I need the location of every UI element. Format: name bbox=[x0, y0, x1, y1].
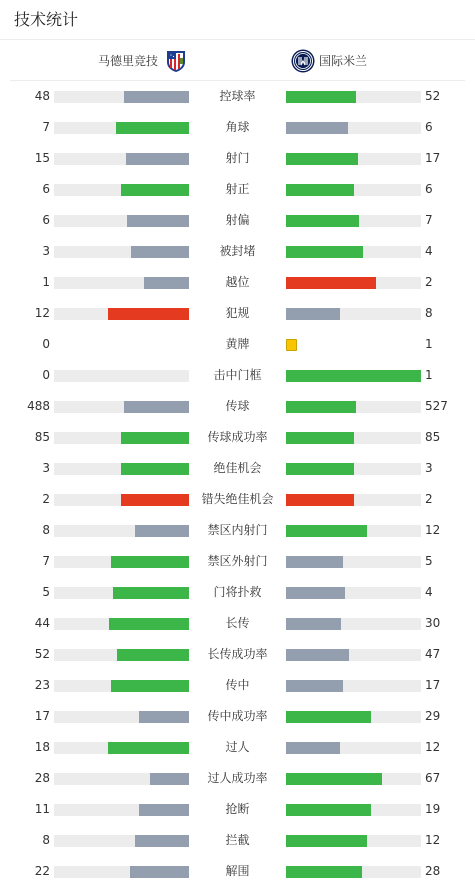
stat-bar-fill bbox=[139, 804, 189, 816]
stat-label: 射偏 bbox=[225, 213, 250, 227]
stat-bar-fill bbox=[116, 122, 189, 134]
home-team[interactable] bbox=[98, 49, 188, 73]
stat-label: 禁区内射门 bbox=[207, 523, 268, 537]
home-stat-bar bbox=[54, 463, 189, 475]
away-stat-bar bbox=[286, 91, 421, 103]
stat-bar-fill bbox=[286, 494, 354, 506]
stat-row bbox=[0, 794, 475, 825]
home-stat-bar bbox=[54, 556, 189, 568]
stat-bar-fill bbox=[121, 184, 189, 196]
away-stat-value: 12 bbox=[425, 740, 441, 754]
stat-label: 门将扑救 bbox=[213, 585, 262, 599]
home-stat-bar bbox=[54, 401, 189, 413]
stat-bar-fill bbox=[121, 463, 189, 475]
home-stat-value: 5 bbox=[42, 585, 50, 599]
away-stat-bar bbox=[286, 215, 421, 227]
stat-row bbox=[0, 546, 475, 577]
stat-bar-fill bbox=[286, 308, 340, 320]
away-stat-bar bbox=[286, 339, 421, 351]
stat-label: 传球 bbox=[225, 399, 250, 413]
stat-bar-fill bbox=[117, 649, 189, 661]
home-stat-value: 1 bbox=[42, 275, 50, 289]
stat-bar-fill bbox=[126, 153, 189, 165]
away-stat-bar bbox=[286, 246, 421, 258]
stat-bar-fill bbox=[286, 804, 371, 816]
stat-bar-fill bbox=[111, 680, 189, 692]
home-stat-value: 0 bbox=[42, 337, 50, 351]
home-stat-value: 7 bbox=[42, 120, 50, 134]
home-team-name: 马德里竞技 bbox=[97, 54, 158, 68]
stat-row bbox=[0, 856, 475, 887]
home-stat-value: 18 bbox=[34, 740, 50, 754]
stat-row bbox=[0, 267, 475, 298]
away-stat-bar bbox=[286, 618, 421, 630]
stat-bar-fill bbox=[286, 122, 348, 134]
home-stat-value: 48 bbox=[34, 89, 50, 103]
away-stat-bar bbox=[286, 122, 421, 134]
home-stat-value: 22 bbox=[34, 864, 50, 878]
stat-bar-fill bbox=[286, 401, 356, 413]
away-team-name: 国际米兰 bbox=[319, 54, 368, 68]
stat-bar-fill bbox=[286, 91, 356, 103]
stat-row bbox=[0, 577, 475, 608]
stat-label: 绝佳机会 bbox=[213, 461, 262, 475]
home-stat-bar bbox=[54, 494, 189, 506]
stat-label: 射正 bbox=[225, 182, 250, 196]
away-stat-bar bbox=[286, 525, 421, 537]
home-stat-value: 8 bbox=[42, 833, 50, 847]
home-stat-value: 15 bbox=[34, 151, 50, 165]
home-stat-value: 6 bbox=[42, 182, 50, 196]
stat-row bbox=[0, 701, 475, 732]
stat-bar-fill bbox=[121, 494, 189, 506]
away-stat-value: 2 bbox=[425, 275, 433, 289]
home-stat-bar bbox=[54, 215, 189, 227]
home-stat-bar bbox=[54, 432, 189, 444]
stat-row bbox=[0, 825, 475, 856]
away-stat-bar bbox=[286, 556, 421, 568]
away-stat-value: 2 bbox=[425, 492, 433, 506]
stat-label: 过人 bbox=[225, 740, 250, 754]
stat-bar-fill bbox=[135, 525, 189, 537]
home-stat-value: 11 bbox=[34, 802, 50, 816]
away-stat-bar bbox=[286, 866, 421, 878]
away-stat-value: 3 bbox=[425, 461, 433, 475]
away-stat-value: 30 bbox=[425, 616, 441, 630]
away-stat-value: 67 bbox=[425, 771, 441, 785]
atletico-madrid-crest-icon bbox=[164, 49, 188, 73]
home-stat-value: 3 bbox=[42, 461, 50, 475]
stat-bar-fill bbox=[109, 618, 189, 630]
away-stat-value: 7 bbox=[425, 213, 433, 227]
stat-label: 越位 bbox=[225, 275, 250, 289]
inter-milan-crest-icon bbox=[291, 49, 315, 73]
stat-bar-fill bbox=[150, 773, 189, 785]
stat-bar-fill bbox=[286, 835, 367, 847]
away-stat-bar bbox=[286, 494, 421, 506]
stat-bar-fill bbox=[127, 215, 189, 227]
away-stat-value: 52 bbox=[425, 89, 441, 103]
stat-bar-fill bbox=[286, 618, 341, 630]
away-stat-value: 85 bbox=[425, 430, 441, 444]
home-stat-bar bbox=[54, 370, 189, 382]
home-stat-value: 6 bbox=[42, 213, 50, 227]
home-stat-bar bbox=[54, 773, 189, 785]
stat-bar-fill bbox=[286, 742, 340, 754]
stat-bar-fill bbox=[113, 587, 189, 599]
stat-bar-fill bbox=[286, 277, 376, 289]
home-stat-bar bbox=[54, 339, 189, 351]
home-stat-value: 3 bbox=[42, 244, 50, 258]
away-stat-value: 6 bbox=[425, 182, 433, 196]
home-stat-bar bbox=[54, 184, 189, 196]
stat-bar-fill bbox=[144, 277, 189, 289]
stat-label: 传中成功率 bbox=[207, 709, 268, 723]
stat-bar-fill bbox=[111, 556, 189, 568]
stat-bar-fill bbox=[135, 835, 189, 847]
stat-label: 传球成功率 bbox=[207, 430, 268, 444]
away-stat-bar bbox=[286, 587, 421, 599]
away-stat-bar bbox=[286, 742, 421, 754]
home-stat-bar bbox=[54, 866, 189, 878]
stat-bar-fill bbox=[286, 711, 371, 723]
stat-label: 被封堵 bbox=[219, 244, 256, 258]
stat-label: 长传 bbox=[225, 616, 250, 630]
away-stat-bar bbox=[286, 835, 421, 847]
away-stat-value: 1 bbox=[425, 368, 433, 382]
home-stat-value: 85 bbox=[34, 430, 50, 444]
away-stat-value: 527 bbox=[425, 399, 448, 413]
home-stat-value: 12 bbox=[34, 306, 50, 320]
home-stat-value: 0 bbox=[42, 368, 50, 382]
home-stat-bar bbox=[54, 153, 189, 165]
stat-bar-fill bbox=[124, 401, 189, 413]
stat-row bbox=[0, 484, 475, 515]
away-stat-bar bbox=[286, 184, 421, 196]
home-stat-value: 28 bbox=[34, 771, 50, 785]
stats-list bbox=[0, 81, 475, 887]
stat-bar-fill bbox=[108, 308, 189, 320]
stat-row bbox=[0, 329, 475, 360]
away-stat-value: 5 bbox=[425, 554, 433, 568]
stats-header bbox=[0, 0, 475, 40]
stat-row bbox=[0, 732, 475, 763]
stat-bar-fill bbox=[286, 556, 343, 568]
home-stat-value: 8 bbox=[42, 523, 50, 537]
away-team[interactable] bbox=[291, 49, 367, 73]
home-stat-bar bbox=[54, 835, 189, 847]
stat-bar-fill bbox=[131, 246, 189, 258]
away-stat-bar bbox=[286, 153, 421, 165]
home-stat-value: 2 bbox=[42, 492, 50, 506]
stat-row bbox=[0, 81, 475, 112]
stat-label: 禁区外射门 bbox=[207, 554, 268, 568]
home-stat-bar bbox=[54, 91, 189, 103]
away-stat-value: 47 bbox=[425, 647, 441, 661]
stat-bar-fill bbox=[286, 463, 354, 475]
stat-bar-fill bbox=[121, 432, 189, 444]
away-stat-value: 12 bbox=[425, 833, 441, 847]
stat-bar-fill bbox=[286, 184, 354, 196]
stat-bar-fill bbox=[286, 525, 367, 537]
away-stat-value: 29 bbox=[425, 709, 441, 723]
stat-label: 传中 bbox=[225, 678, 250, 692]
home-stat-bar bbox=[54, 742, 189, 754]
page-title: 技术统计 bbox=[14, 10, 79, 29]
stat-row bbox=[0, 639, 475, 670]
away-stat-bar bbox=[286, 277, 421, 289]
away-stat-value: 19 bbox=[425, 802, 441, 816]
team-header-row bbox=[10, 41, 465, 81]
away-stat-bar bbox=[286, 432, 421, 444]
stat-label: 抢断 bbox=[225, 802, 250, 816]
home-stat-bar bbox=[54, 649, 189, 661]
stat-row bbox=[0, 236, 475, 267]
stat-label: 解围 bbox=[225, 864, 250, 878]
stat-bar-fill bbox=[286, 153, 358, 165]
stat-bar-fill bbox=[286, 680, 343, 692]
stat-bar-fill bbox=[286, 215, 359, 227]
away-stat-bar bbox=[286, 680, 421, 692]
stat-row bbox=[0, 298, 475, 329]
stat-row bbox=[0, 391, 475, 422]
away-stat-bar bbox=[286, 401, 421, 413]
stat-bar-fill bbox=[286, 432, 354, 444]
stat-label: 拦截 bbox=[225, 833, 250, 847]
away-stat-value: 4 bbox=[425, 585, 433, 599]
stat-bar-fill bbox=[286, 587, 345, 599]
stat-label: 控球率 bbox=[219, 89, 256, 103]
stat-bar-fill bbox=[286, 649, 349, 661]
stat-row bbox=[0, 763, 475, 794]
home-stat-value: 52 bbox=[34, 647, 50, 661]
home-stat-bar bbox=[54, 122, 189, 134]
stat-row bbox=[0, 515, 475, 546]
stat-label: 黄牌 bbox=[225, 337, 250, 351]
home-stat-value: 7 bbox=[42, 554, 50, 568]
stat-row bbox=[0, 670, 475, 701]
away-stat-value: 17 bbox=[425, 151, 441, 165]
stat-label: 角球 bbox=[225, 120, 250, 134]
stat-label: 射门 bbox=[225, 151, 250, 165]
stat-label: 击中门框 bbox=[213, 368, 262, 382]
home-stat-bar bbox=[54, 246, 189, 258]
away-stat-bar bbox=[286, 463, 421, 475]
home-stat-value: 23 bbox=[34, 678, 50, 692]
stat-bar-fill bbox=[130, 866, 189, 878]
stat-row bbox=[0, 174, 475, 205]
stat-bar-fill bbox=[286, 773, 382, 785]
away-stat-value: 1 bbox=[425, 337, 433, 351]
stat-bar-fill bbox=[124, 91, 189, 103]
home-stat-bar bbox=[54, 525, 189, 537]
stat-label: 犯规 bbox=[225, 306, 250, 320]
stat-bar-fill bbox=[286, 246, 363, 258]
away-stat-value: 17 bbox=[425, 678, 441, 692]
away-stat-bar bbox=[286, 308, 421, 320]
home-stat-bar bbox=[54, 277, 189, 289]
stat-bar-fill bbox=[139, 711, 189, 723]
away-stat-bar bbox=[286, 773, 421, 785]
home-stat-bar bbox=[54, 308, 189, 320]
away-stat-bar bbox=[286, 711, 421, 723]
stat-row bbox=[0, 360, 475, 391]
stat-row bbox=[0, 422, 475, 453]
stat-bar-fill bbox=[286, 866, 362, 878]
stat-row bbox=[0, 205, 475, 236]
away-stat-bar bbox=[286, 370, 421, 382]
away-stat-value: 6 bbox=[425, 120, 433, 134]
home-stat-bar bbox=[54, 618, 189, 630]
stat-label: 错失绝佳机会 bbox=[201, 492, 274, 506]
home-stat-value: 44 bbox=[34, 616, 50, 630]
yellow-card-icon bbox=[286, 339, 297, 351]
stat-row bbox=[0, 453, 475, 484]
home-stat-bar bbox=[54, 680, 189, 692]
away-stat-value: 4 bbox=[425, 244, 433, 258]
stat-label: 长传成功率 bbox=[207, 647, 268, 661]
home-stat-bar bbox=[54, 804, 189, 816]
stat-row bbox=[0, 608, 475, 639]
away-stat-bar bbox=[286, 649, 421, 661]
home-stat-value: 17 bbox=[34, 709, 50, 723]
stat-bar-fill bbox=[286, 370, 421, 382]
stat-label: 过人成功率 bbox=[207, 771, 268, 785]
stat-row bbox=[0, 112, 475, 143]
away-stat-value: 28 bbox=[425, 864, 441, 878]
away-stat-value: 8 bbox=[425, 306, 433, 320]
away-stat-value: 12 bbox=[425, 523, 441, 537]
home-stat-bar bbox=[54, 587, 189, 599]
stat-row bbox=[0, 143, 475, 174]
home-stat-bar bbox=[54, 711, 189, 723]
stat-bar-fill bbox=[108, 742, 189, 754]
away-stat-bar bbox=[286, 804, 421, 816]
home-stat-value: 488 bbox=[27, 399, 50, 413]
